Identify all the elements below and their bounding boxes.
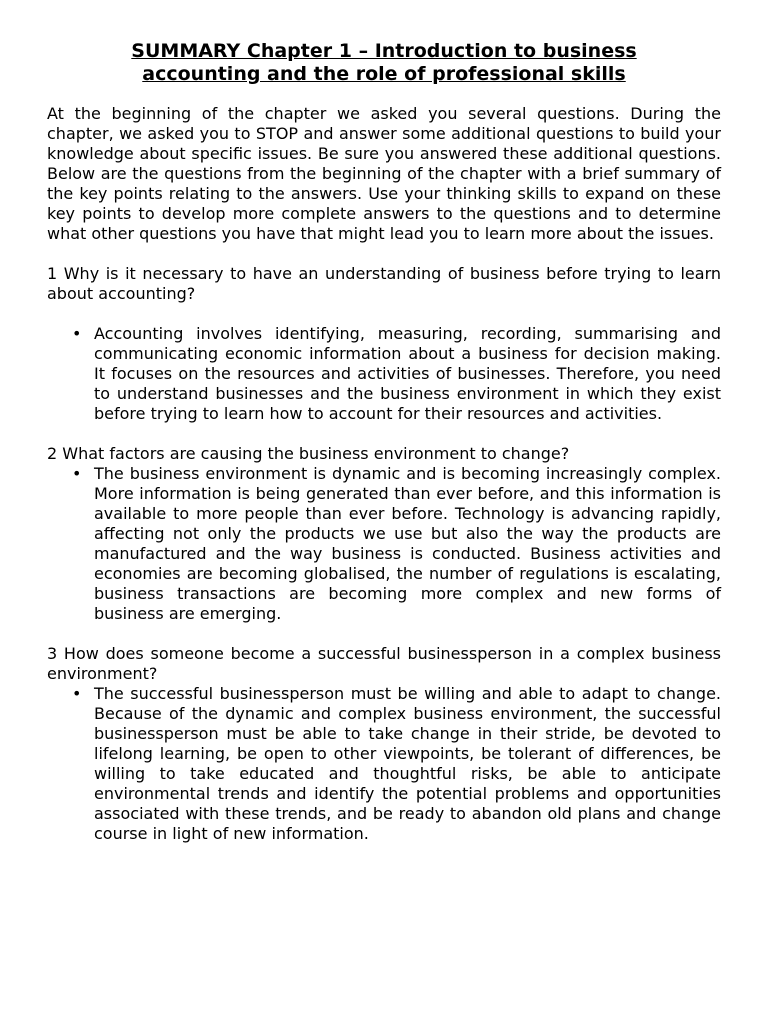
bullet-icon: • xyxy=(72,464,82,483)
bullet-icon: • xyxy=(72,684,82,703)
title-line-1: SUMMARY Chapter 1 – Introduction to business xyxy=(131,40,637,62)
answer-3-text: The successful businessperson must be willing and able to adapt to change. Because of the dynamic and complex business environment, the successful businessperson must be able to take change in their stride, be devoted to lifelong learning, be open to other viewpoints, be tolerant of differences, be willing to take educated and thoughtful risks, be able to anticipate environmental trends and identify the potential problems and opportunities associated with these trends, and be ready to abandon old plans and change course in light of new information. xyxy=(94,684,721,843)
answer-1-item xyxy=(72,324,721,424)
question-2: 2 What factors are causing the business environment to change? xyxy=(47,444,570,463)
title-line-2: accounting and the role of professional skills xyxy=(142,63,626,85)
answer-list-3 xyxy=(47,684,721,844)
answer-2-text: The business environment is dynamic and is becoming increasingly complex. More information is being generated than ever before, and this information is available to more people than ever before. Technology is advancing rapidly, affecting not only the products we use but also the way the products are manufactured and the way business is conducted. Business activities and economies are becoming globalised, the number of regulations is escalating, business transactions are becoming more complex and new forms of business are emerging. xyxy=(94,464,721,623)
answer-2-item xyxy=(72,464,721,624)
answer-list-1 xyxy=(47,324,721,424)
page-title xyxy=(47,40,721,86)
answer-1-text: Accounting involves identifying, measuring, recording, summarising and communicating economic information about a business for decision making. It focuses on the resources and activities of businesses. Therefore, you need to understand businesses and the business environment in which they exist before trying to learn how to account for their resources and activities. xyxy=(94,324,721,423)
question-3: 3 How does someone become a successful businessperson in a complex business environment? xyxy=(47,644,721,683)
answer-3-item xyxy=(72,684,721,844)
answer-list-2 xyxy=(47,464,721,624)
question-1: 1 Why is it necessary to have an understanding of business before trying to learn about accounting? xyxy=(47,264,721,303)
intro-paragraph: At the beginning of the chapter we asked you several questions. During the chapter, we asked you to STOP and answer some additional questions to build your knowledge about specific issues. Be sure you answered these additional questions. Below are the questions from the beginning of the chapter with a brief summary of the key points relating to the answers. Use your thinking skills to expand on these key points to develop more complete answers to the questions and to determine what other questions you have that might lead you to learn more about the issues. xyxy=(47,104,721,243)
bullet-icon: • xyxy=(72,324,82,343)
